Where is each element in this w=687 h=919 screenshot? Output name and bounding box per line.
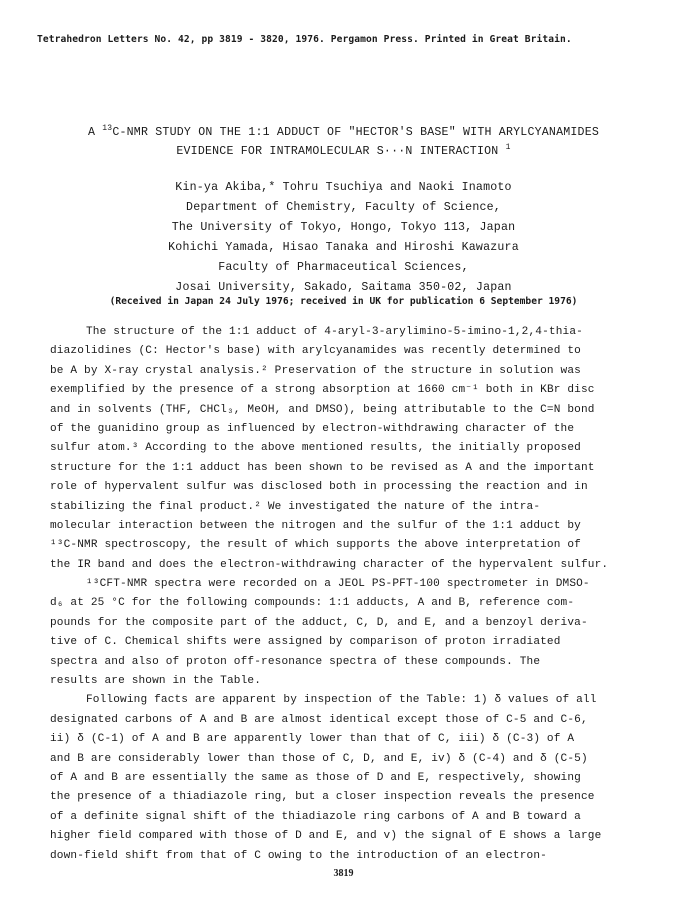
body-line: designated carbons of A and B are almost identical except those of C-5 and C-6, — [50, 713, 588, 726]
body-line: be A by X-ray crystal analysis.² Preservation of the structure in solution was — [50, 364, 581, 377]
body-line: and B are considerably lower than those of C, D, and E, iv) δ (C-4) and δ (C-5) — [50, 752, 588, 765]
body-line: the presence of a thiadiazole ring, but a closer inspection reveals the presence — [50, 791, 595, 804]
body-line: higher field compared with those of D and E, and v) the signal of E shows a large — [50, 830, 602, 843]
body-line: ¹³C-NMR spectroscopy, the result of which supports the above interpretation of — [50, 539, 581, 552]
body-line: molecular interaction between the nitrogen and the sulfur of the 1:1 adduct by — [50, 519, 581, 532]
body-line: of A and B are essentially the same as those of D and E, respectively, showing — [50, 771, 581, 784]
body-line: diazolidines (C: Hector's base) with arylcyanamides was recently determined to — [50, 345, 581, 358]
author-block — [0, 178, 687, 298]
body-line: sulfur atom.³ According to the above mentioned results, the initially proposed — [50, 442, 581, 455]
body-line: down-field shift from that of C owing to the introduction of an electron- — [50, 849, 547, 862]
body-line: of the guanidino group as influenced by electron-withdrawing character of the — [50, 422, 575, 435]
body-line: ¹³CFT-NMR spectra were recorded on a JEOL PS-PFT-100 spectrometer in DMSO- — [86, 578, 590, 591]
article-title-line-1: A $^{13}$C-NMR STUDY ON THE 1:1 ADDUCT OF "HECTOR'S BASE" WITH ARYLCYANAMIDES — [87, 124, 600, 139]
body-line: role of hypervalent sulfur was disclosed both in processing the reaction and in — [50, 481, 588, 494]
body-line: spectra and also of proton off-resonance spectra of these compounds. The — [50, 655, 541, 668]
body-line: stabilizing the final product.² We investigated the nature of the intra- — [50, 500, 541, 513]
body-line: exemplified by the presence of a strong absorption at 1660 cm⁻¹ both in KBr disc — [50, 384, 595, 397]
affiliation-line: The University of Tokyo, Hongo, Tokyo 113, Japan — [171, 221, 516, 234]
body-line: d₆ at 25 °C for the following compounds: 1:1 adducts, A and B, reference com- — [50, 597, 575, 610]
affiliation-line: Department of Chemistry, Faculty of Science, — [186, 201, 501, 214]
body-text — [50, 323, 630, 866]
body-line: structure for the 1:1 adduct has been shown to be revised as A and the important — [50, 461, 595, 474]
body-line: and in solvents (THF, CHCl₃, MeOH, and DMSO), being attributable to the C=N bond — [50, 403, 595, 416]
author-line: Kohichi Yamada, Hisao Tanaka and Hiroshi Kawazura — [168, 241, 519, 254]
affiliation-line: Josai University, Sakado, Saitama 350-02, Japan — [175, 281, 512, 294]
body-line: pounds for the composite part of the adduct, C, D, and E, and a benzoyl deriva- — [50, 616, 588, 629]
body-line: of a definite signal shift of the thiadiazole ring carbons of A and B toward a — [50, 810, 581, 823]
body-line: Following facts are apparent by inspection of the Table: 1) δ values of all — [86, 694, 597, 707]
body-line: the IR band and does the electron-withdrawing character of the hypervalent sulfur. — [50, 558, 609, 571]
received-dates: (Received in Japan 24 July 1976; received in UK for publication 6 September 1976) — [109, 296, 578, 307]
body-line: The structure of the 1:1 adduct of 4-aryl-3-arylimino-5-imino-1,2,4-thia- — [86, 326, 583, 338]
journal-header: Tetrahedron Letters No. 42, pp 3819 - 3820, 1976. Pergamon Press. Printed in Great Britain. — [37, 34, 572, 45]
article-title-line-2: EVIDENCE FOR INTRAMOLECULAR S···N INTERACTION $^1$ — [176, 143, 511, 158]
body-line: ii) δ (C-1) of A and B are apparently lower than that of C, iii) δ (C-3) of A — [50, 733, 575, 746]
body-line: results are shown in the Table. — [50, 675, 262, 688]
author-line: Kin-ya Akiba,* Tohru Tsuchiya and Naoki Inamoto — [175, 181, 512, 194]
body-line: tive of C. Chemical shifts were assigned by comparison of proton irradiated — [50, 636, 561, 649]
page-number: 3819 — [333, 868, 354, 879]
affiliation-line: Faculty of Pharmaceutical Sciences, — [218, 261, 469, 274]
